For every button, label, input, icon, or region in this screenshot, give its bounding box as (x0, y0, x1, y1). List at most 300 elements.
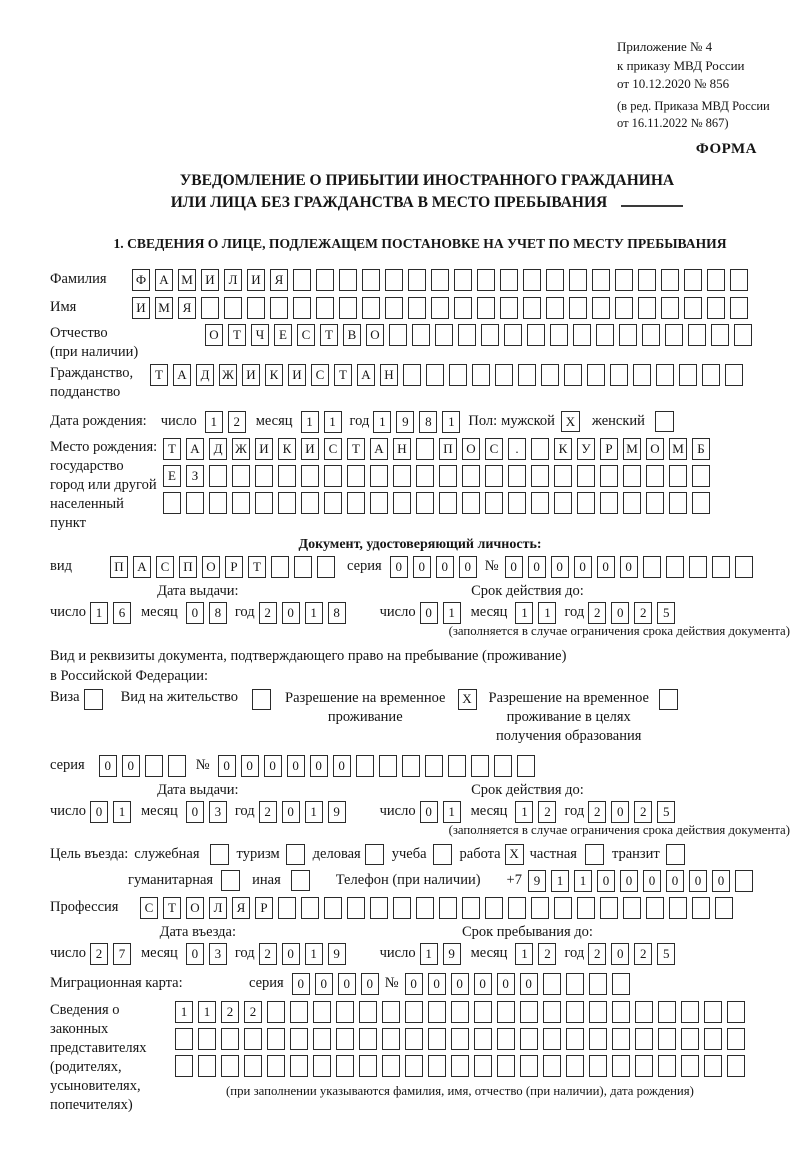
char-cell[interactable] (294, 556, 312, 578)
char-cell[interactable] (554, 492, 572, 514)
char-cell[interactable] (600, 897, 618, 919)
char-cell[interactable]: К (278, 438, 296, 460)
char-cell[interactable]: 0 (611, 801, 629, 823)
char-cell[interactable] (431, 269, 449, 291)
char-cell[interactable] (290, 1055, 308, 1077)
char-cell[interactable] (689, 556, 707, 578)
char-cell[interactable] (679, 364, 697, 386)
char-cell[interactable] (725, 364, 743, 386)
char-cell[interactable] (359, 1028, 377, 1050)
char-cell[interactable] (702, 364, 720, 386)
char-cell[interactable] (508, 897, 526, 919)
char-cell[interactable]: 1 (551, 870, 569, 892)
char-cell[interactable] (477, 297, 495, 319)
char-cell[interactable]: 0 (90, 801, 108, 823)
char-cell[interactable] (612, 1055, 630, 1077)
char-cell[interactable] (543, 1055, 561, 1077)
char-cell[interactable] (600, 465, 618, 487)
char-cell[interactable] (393, 492, 411, 514)
char-cell[interactable] (382, 1001, 400, 1023)
purpose-transit-checkbox[interactable] (666, 844, 685, 865)
char-cell[interactable] (735, 556, 753, 578)
char-cell[interactable] (232, 465, 250, 487)
char-cell[interactable] (554, 465, 572, 487)
char-cell[interactable] (642, 324, 660, 346)
char-cell[interactable] (451, 1001, 469, 1023)
char-cell[interactable] (439, 492, 457, 514)
char-cell[interactable]: 0 (122, 755, 140, 777)
char-cell[interactable] (405, 1001, 423, 1023)
char-cell[interactable]: Р (600, 438, 618, 460)
char-cell[interactable]: 0 (611, 602, 629, 624)
char-cell[interactable]: 0 (428, 973, 446, 995)
char-cell[interactable]: 1 (574, 870, 592, 892)
char-cell[interactable] (543, 973, 561, 995)
char-cell[interactable] (458, 324, 476, 346)
purpose-private-checkbox[interactable] (585, 844, 604, 865)
purpose-study-checkbox[interactable] (433, 844, 452, 865)
char-cell[interactable]: 1 (90, 602, 108, 624)
char-cell[interactable]: 1 (324, 411, 342, 433)
char-cell[interactable] (224, 297, 242, 319)
char-cell[interactable]: Т (334, 364, 352, 386)
char-cell[interactable] (145, 755, 163, 777)
char-cell[interactable] (735, 870, 753, 892)
char-cell[interactable]: О (186, 897, 204, 919)
char-cell[interactable]: С (324, 438, 342, 460)
char-cell[interactable] (692, 492, 710, 514)
char-cell[interactable]: 0 (282, 943, 300, 965)
char-cell[interactable]: С (311, 364, 329, 386)
char-cell[interactable] (408, 269, 426, 291)
char-cell[interactable]: 2 (259, 943, 277, 965)
char-cell[interactable] (474, 1028, 492, 1050)
char-cell[interactable] (589, 1028, 607, 1050)
char-cell[interactable] (267, 1055, 285, 1077)
char-cell[interactable]: М (623, 438, 641, 460)
char-cell[interactable]: А (370, 438, 388, 460)
char-cell[interactable]: 0 (597, 870, 615, 892)
char-cell[interactable] (541, 364, 559, 386)
char-cell[interactable] (270, 297, 288, 319)
char-cell[interactable] (646, 492, 664, 514)
char-cell[interactable] (711, 324, 729, 346)
char-cell[interactable]: Б (692, 438, 710, 460)
char-cell[interactable]: А (173, 364, 191, 386)
char-cell[interactable]: А (155, 269, 173, 291)
char-cell[interactable]: 5 (657, 602, 675, 624)
char-cell[interactable] (658, 1001, 676, 1023)
char-cell[interactable] (684, 297, 702, 319)
char-cell[interactable]: 8 (419, 411, 437, 433)
char-cell[interactable] (564, 364, 582, 386)
char-cell[interactable] (688, 324, 706, 346)
char-cell[interactable] (612, 973, 630, 995)
char-cell[interactable]: 2 (634, 943, 652, 965)
char-cell[interactable] (416, 438, 434, 460)
char-cell[interactable]: 2 (588, 943, 606, 965)
char-cell[interactable]: П (110, 556, 128, 578)
char-cell[interactable] (704, 1055, 722, 1077)
char-cell[interactable]: 0 (420, 801, 438, 823)
gender-female-checkbox[interactable] (655, 411, 674, 432)
char-cell[interactable]: 0 (186, 943, 204, 965)
char-cell[interactable] (546, 269, 564, 291)
char-cell[interactable] (692, 897, 710, 919)
char-cell[interactable] (385, 297, 403, 319)
char-cell[interactable] (577, 465, 595, 487)
char-cell[interactable]: 0 (264, 755, 282, 777)
char-cell[interactable] (715, 897, 733, 919)
char-cell[interactable] (412, 324, 430, 346)
char-cell[interactable] (577, 492, 595, 514)
char-cell[interactable]: Т (163, 438, 181, 460)
char-cell[interactable] (589, 1055, 607, 1077)
char-cell[interactable]: 1 (305, 602, 323, 624)
char-cell[interactable] (293, 269, 311, 291)
char-cell[interactable]: К (265, 364, 283, 386)
char-cell[interactable] (471, 755, 489, 777)
char-cell[interactable]: С (297, 324, 315, 346)
char-cell[interactable] (316, 269, 334, 291)
char-cell[interactable] (669, 897, 687, 919)
char-cell[interactable] (347, 897, 365, 919)
char-cell[interactable] (313, 1055, 331, 1077)
char-cell[interactable] (566, 1028, 584, 1050)
char-cell[interactable]: 1 (198, 1001, 216, 1023)
char-cell[interactable]: Р (255, 897, 273, 919)
char-cell[interactable]: 0 (315, 973, 333, 995)
char-cell[interactable] (186, 492, 204, 514)
char-cell[interactable] (408, 297, 426, 319)
char-cell[interactable] (382, 1028, 400, 1050)
char-cell[interactable]: А (186, 438, 204, 460)
char-cell[interactable] (324, 492, 342, 514)
char-cell[interactable]: 1 (301, 411, 319, 433)
char-cell[interactable] (692, 465, 710, 487)
char-cell[interactable] (681, 1055, 699, 1077)
char-cell[interactable] (428, 1055, 446, 1077)
char-cell[interactable]: 0 (218, 755, 236, 777)
char-cell[interactable]: Е (163, 465, 181, 487)
char-cell[interactable]: И (301, 438, 319, 460)
char-cell[interactable] (313, 1001, 331, 1023)
char-cell[interactable] (704, 1001, 722, 1023)
char-cell[interactable] (416, 897, 434, 919)
char-cell[interactable] (426, 364, 444, 386)
char-cell[interactable] (500, 269, 518, 291)
char-cell[interactable]: 2 (588, 602, 606, 624)
char-cell[interactable]: 2 (588, 801, 606, 823)
char-cell[interactable] (589, 1001, 607, 1023)
char-cell[interactable] (416, 465, 434, 487)
char-cell[interactable]: 1 (443, 602, 461, 624)
char-cell[interactable] (497, 1028, 515, 1050)
char-cell[interactable] (339, 297, 357, 319)
temp-residence-checkbox[interactable]: X (458, 689, 477, 710)
char-cell[interactable] (669, 465, 687, 487)
char-cell[interactable] (638, 297, 656, 319)
char-cell[interactable] (221, 1028, 239, 1050)
char-cell[interactable] (462, 897, 480, 919)
char-cell[interactable] (324, 465, 342, 487)
char-cell[interactable]: Ф (132, 269, 150, 291)
char-cell[interactable]: С (156, 556, 174, 578)
char-cell[interactable]: 0 (287, 755, 305, 777)
char-cell[interactable]: Ч (251, 324, 269, 346)
char-cell[interactable]: С (485, 438, 503, 460)
char-cell[interactable] (209, 492, 227, 514)
char-cell[interactable]: 1 (538, 602, 556, 624)
char-cell[interactable]: 1 (515, 801, 533, 823)
char-cell[interactable] (577, 897, 595, 919)
char-cell[interactable] (359, 1001, 377, 1023)
char-cell[interactable]: 0 (282, 602, 300, 624)
char-cell[interactable] (554, 897, 572, 919)
char-cell[interactable] (592, 269, 610, 291)
char-cell[interactable] (619, 324, 637, 346)
char-cell[interactable]: З (186, 465, 204, 487)
char-cell[interactable] (405, 1055, 423, 1077)
char-cell[interactable]: 1 (113, 801, 131, 823)
char-cell[interactable]: Д (209, 438, 227, 460)
char-cell[interactable] (481, 324, 499, 346)
char-cell[interactable] (278, 492, 296, 514)
char-cell[interactable] (504, 324, 522, 346)
char-cell[interactable] (477, 269, 495, 291)
char-cell[interactable] (531, 465, 549, 487)
char-cell[interactable] (508, 465, 526, 487)
char-cell[interactable]: М (669, 438, 687, 460)
char-cell[interactable]: И (288, 364, 306, 386)
char-cell[interactable] (474, 1001, 492, 1023)
char-cell[interactable]: 2 (538, 943, 556, 965)
char-cell[interactable]: И (247, 269, 265, 291)
char-cell[interactable] (494, 755, 512, 777)
char-cell[interactable]: 3 (209, 801, 227, 823)
char-cell[interactable] (646, 465, 664, 487)
char-cell[interactable]: 0 (436, 556, 454, 578)
char-cell[interactable]: Я (232, 897, 250, 919)
char-cell[interactable] (495, 364, 513, 386)
char-cell[interactable] (518, 364, 536, 386)
char-cell[interactable]: Е (274, 324, 292, 346)
char-cell[interactable]: Т (320, 324, 338, 346)
char-cell[interactable] (301, 465, 319, 487)
char-cell[interactable]: 1 (175, 1001, 193, 1023)
purpose-business-checkbox[interactable] (365, 844, 384, 865)
char-cell[interactable] (665, 324, 683, 346)
char-cell[interactable] (449, 364, 467, 386)
char-cell[interactable]: 0 (186, 801, 204, 823)
char-cell[interactable] (244, 1055, 262, 1077)
char-cell[interactable] (267, 1001, 285, 1023)
char-cell[interactable]: 1 (443, 801, 461, 823)
char-cell[interactable] (485, 897, 503, 919)
char-cell[interactable] (379, 755, 397, 777)
char-cell[interactable]: 0 (574, 556, 592, 578)
char-cell[interactable]: 9 (528, 870, 546, 892)
char-cell[interactable]: 0 (528, 556, 546, 578)
char-cell[interactable] (198, 1028, 216, 1050)
char-cell[interactable] (382, 1055, 400, 1077)
char-cell[interactable]: 0 (292, 973, 310, 995)
char-cell[interactable]: 0 (497, 973, 515, 995)
char-cell[interactable] (623, 492, 641, 514)
char-cell[interactable] (712, 556, 730, 578)
char-cell[interactable] (531, 897, 549, 919)
char-cell[interactable]: 8 (209, 602, 227, 624)
char-cell[interactable]: 0 (420, 602, 438, 624)
purpose-official-checkbox[interactable] (210, 844, 229, 865)
char-cell[interactable]: 2 (228, 411, 246, 433)
char-cell[interactable] (497, 1055, 515, 1077)
char-cell[interactable]: 0 (333, 755, 351, 777)
purpose-humanitarian-checkbox[interactable] (221, 870, 240, 891)
char-cell[interactable] (550, 324, 568, 346)
char-cell[interactable] (589, 973, 607, 995)
char-cell[interactable] (508, 492, 526, 514)
char-cell[interactable]: Ж (219, 364, 237, 386)
char-cell[interactable] (393, 897, 411, 919)
char-cell[interactable] (336, 1055, 354, 1077)
char-cell[interactable] (362, 297, 380, 319)
char-cell[interactable]: 2 (634, 602, 652, 624)
char-cell[interactable] (347, 465, 365, 487)
char-cell[interactable]: О (205, 324, 223, 346)
char-cell[interactable]: М (155, 297, 173, 319)
char-cell[interactable] (612, 1001, 630, 1023)
char-cell[interactable] (370, 897, 388, 919)
char-cell[interactable]: А (133, 556, 151, 578)
char-cell[interactable] (643, 556, 661, 578)
char-cell[interactable] (175, 1028, 193, 1050)
char-cell[interactable]: 2 (244, 1001, 262, 1023)
char-cell[interactable] (520, 1028, 538, 1050)
char-cell[interactable]: 0 (666, 870, 684, 892)
char-cell[interactable] (546, 297, 564, 319)
char-cell[interactable]: 0 (620, 556, 638, 578)
char-cell[interactable]: 0 (451, 973, 469, 995)
char-cell[interactable] (163, 492, 181, 514)
char-cell[interactable]: Ж (232, 438, 250, 460)
purpose-other-checkbox[interactable] (291, 870, 310, 891)
char-cell[interactable] (658, 1028, 676, 1050)
char-cell[interactable] (587, 364, 605, 386)
char-cell[interactable] (209, 465, 227, 487)
char-cell[interactable] (517, 755, 535, 777)
char-cell[interactable] (656, 364, 674, 386)
char-cell[interactable]: Р (225, 556, 243, 578)
char-cell[interactable]: Т (248, 556, 266, 578)
char-cell[interactable] (454, 297, 472, 319)
char-cell[interactable]: 9 (396, 411, 414, 433)
char-cell[interactable] (316, 297, 334, 319)
char-cell[interactable] (592, 297, 610, 319)
char-cell[interactable] (244, 1028, 262, 1050)
char-cell[interactable] (370, 492, 388, 514)
char-cell[interactable]: П (439, 438, 457, 460)
char-cell[interactable]: Л (224, 269, 242, 291)
char-cell[interactable] (267, 1028, 285, 1050)
temp-residence-education-checkbox[interactable] (659, 689, 678, 710)
char-cell[interactable] (497, 1001, 515, 1023)
char-cell[interactable] (566, 973, 584, 995)
char-cell[interactable] (523, 297, 541, 319)
char-cell[interactable]: 2 (259, 801, 277, 823)
char-cell[interactable] (520, 1001, 538, 1023)
char-cell[interactable]: О (462, 438, 480, 460)
char-cell[interactable] (255, 492, 273, 514)
char-cell[interactable]: 2 (221, 1001, 239, 1023)
char-cell[interactable] (635, 1001, 653, 1023)
char-cell[interactable]: 0 (620, 870, 638, 892)
char-cell[interactable] (610, 364, 628, 386)
char-cell[interactable]: 0 (99, 755, 117, 777)
char-cell[interactable]: 0 (611, 943, 629, 965)
char-cell[interactable] (271, 556, 289, 578)
char-cell[interactable]: 1 (305, 943, 323, 965)
char-cell[interactable]: А (357, 364, 375, 386)
char-cell[interactable]: 0 (459, 556, 477, 578)
char-cell[interactable] (347, 492, 365, 514)
char-cell[interactable] (727, 1055, 745, 1077)
char-cell[interactable]: Н (393, 438, 411, 460)
char-cell[interactable] (293, 297, 311, 319)
char-cell[interactable] (247, 297, 265, 319)
char-cell[interactable]: Т (347, 438, 365, 460)
char-cell[interactable] (523, 269, 541, 291)
char-cell[interactable]: 0 (186, 602, 204, 624)
char-cell[interactable] (661, 297, 679, 319)
char-cell[interactable] (356, 755, 374, 777)
char-cell[interactable] (566, 1055, 584, 1077)
purpose-work-checkbox[interactable]: X (505, 844, 524, 865)
char-cell[interactable] (573, 324, 591, 346)
char-cell[interactable] (623, 897, 641, 919)
char-cell[interactable] (615, 269, 633, 291)
char-cell[interactable] (635, 1055, 653, 1077)
char-cell[interactable] (527, 324, 545, 346)
char-cell[interactable] (500, 297, 518, 319)
char-cell[interactable] (635, 1028, 653, 1050)
char-cell[interactable]: В (343, 324, 361, 346)
char-cell[interactable] (336, 1028, 354, 1050)
char-cell[interactable] (416, 492, 434, 514)
char-cell[interactable] (451, 1028, 469, 1050)
char-cell[interactable]: 9 (443, 943, 461, 965)
char-cell[interactable] (633, 364, 651, 386)
char-cell[interactable]: 1 (373, 411, 391, 433)
char-cell[interactable]: 0 (689, 870, 707, 892)
char-cell[interactable] (454, 269, 472, 291)
char-cell[interactable]: 2 (259, 602, 277, 624)
char-cell[interactable]: 5 (657, 943, 675, 965)
char-cell[interactable] (681, 1028, 699, 1050)
char-cell[interactable] (431, 297, 449, 319)
char-cell[interactable]: 0 (520, 973, 538, 995)
char-cell[interactable]: Т (150, 364, 168, 386)
char-cell[interactable]: 1 (305, 801, 323, 823)
char-cell[interactable] (198, 1055, 216, 1077)
char-cell[interactable] (435, 324, 453, 346)
char-cell[interactable]: 1 (515, 943, 533, 965)
char-cell[interactable] (612, 1028, 630, 1050)
char-cell[interactable] (336, 1001, 354, 1023)
char-cell[interactable]: 9 (328, 943, 346, 965)
char-cell[interactable] (615, 297, 633, 319)
char-cell[interactable] (543, 1001, 561, 1023)
